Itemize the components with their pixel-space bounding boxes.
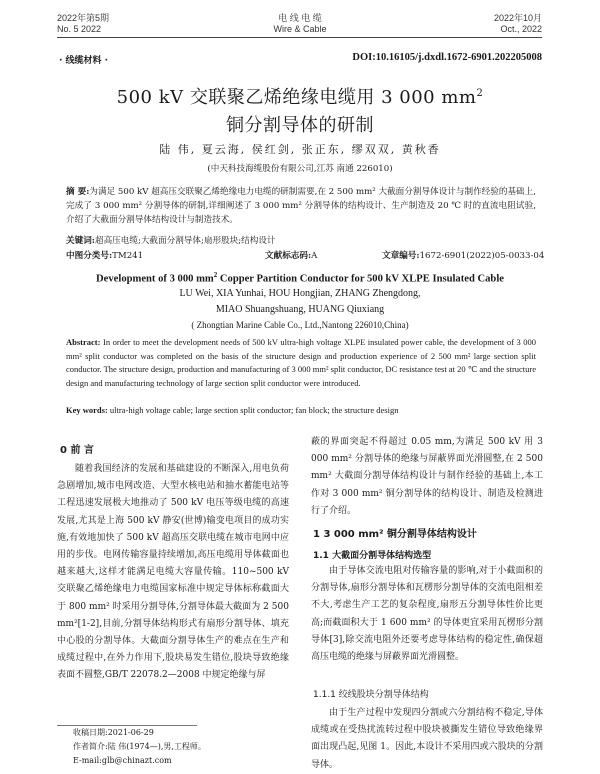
article-number: 文章编号:1672-6901(2022)05-0033-04 [382,251,545,261]
title-cn-line2: 铜分割导体的研制 [226,115,374,136]
section-0-paragraph: 随着我国经济的发展和基础建设的不断深入,用电负荷急剧增加,城市电网改造、大型水核电站和抽水蓄能电站等工程迅速发展极大地推动了 500 kV 电压等级电缆的高速发展,尤其是上海 500 kV 静安(世博)输变电项目的成功实施,有效地加快了 500 kV 超高压交联电缆在城市电网中应用的步伐。电网传输容量持续增加,高压电缆用导体截面也越来越大,这样才能满足电缆大容量传输。110~500 kV 交联聚乙烯绝缘电力电缆国家标准中规定导体标称截面大于 800 mm² 时采用分割导体,分割导体最大截面为 2 500 mm²[1-2],目前,分割导体结构形式有扇形分割导体、填充中心股的分割导体。大截面分割导体生产的难点在生产和成缆过程中,在外力作用下,股块易发生错位,股块导致绝缘表面不圆整,GB/T 22078.2—2008 中规定绝缘与屏 [57,464,289,681]
section-0-paragraph-continued: 蔽的界面突起不得超过 0.05 mm,为满足 500 kV 用 3 000 mm² 分割导体的绝缘与屏蔽界面光滑圆整,在 2 500 mm² 大截面分割导体结构设计与制作经验的基础上,本工作对 3 000 mm² 铜分割导体的结构设计、制造及检测进行了介绍。 [311,437,543,516]
section-1-heading: 1 3 000 mm² 铜分割导体结构设计 [313,529,477,540]
keywords-en [66,405,536,415]
journal-issue-cn: 2022年第5期 [57,13,110,23]
journal-name-cn: 电 线 电 缆 [278,13,322,23]
journal-date-en: Oct., 2022 [500,24,542,34]
title-en: Development of 3 000 $mm^2$ Copper Partition Conductor for 500 kV XLPE Insulated Cable [96,271,504,285]
title-cn-line1: 500 kV 交联聚乙烯绝缘电缆用 3 000 $mm^2$ [116,87,484,108]
subsection-1-1-1-paragraph: 由于生产过程中发现四分割或六分割结构不稳定,导体成缆或在受热扰流转过程中股块被撕发生错位导致绝缘界面出现凸起,见图 1。因此,本设计不采用四或六股块的分割导体。 [311,708,543,770]
clc-number: 中图分类号:TM241 [66,251,144,261]
document-code: 文献标志码:A [265,251,318,261]
subsection-1-1-heading: 1.1 大截面分割导体结构选型 [313,551,432,561]
authors-cn: 陆 伟, 夏云海, 侯红剑, 张正东, 缪双双, 黄秋香 [159,143,441,156]
header-rule [57,37,542,38]
footnote-email: E-mail:glb@chinazt.com [73,756,172,765]
authors-en-line1: LU Wei, XIA Yunhai, HOU Hongjian, ZHANG Zhengdong, [179,288,421,299]
subsection-1-1-paragraph: 由于导体交流电阻对传输容量的影响,对于小截面积的分割导体,扇形分割导体和瓦楞形分割导体的交流电阻相差不大,考虑生产工艺的复杂程度,扇形五分割导体性价比更高;而截面积大于 1 600 mm² 的导体更宜采用瓦楞形分割导体[3],除交流电阻外还要考虑导体结构的稳定性,确保超高压电缆的绝缘与屏蔽界面光滑圆整。 [311,566,543,663]
journal-date-cn: 2022年10月 [493,13,542,23]
footnote-received: 收稿日期:2021-06-29 [73,728,154,737]
abstract-cn-text: 为满足 500 kV 超高压交联聚乙烯绝缘电力电缆的研制需要,在 2 500 mm² 大截面分割导体设计与制作经验的基础上,完成了 3 000 mm² 分割导体的研制,详细阐述了 3 000 mm² 分割导体的结构设计、生产制造及 20 ℃ 时的直流电阻试验,介绍了大截面分割导体结构设计与制造技术。 [66,187,536,226]
affiliation-cn: (中天科技海缆股份有限公司,江苏 南通 226010) [207,164,393,174]
abstract-en-text: In order to meet the development needs of 500 kV ultra-high voltage XLPE insulated power cable, the development of 3 000 mm² split conductor was completed on the basis of the structure design and production experience of 2 500 mm² large section split conductor. The structure design, production and manufacturing of 3 000 mm² split conductor, DC resistance test at 20 ℃ and the structure design and manufacturing technology of large section split conductor were introduced. [66,337,537,388]
abstract-cn-label: 摘 要: [66,187,90,197]
category-label: · 线缆材料 · [59,56,109,66]
keywords-cn [66,234,536,248]
affiliation-en: ( Zhongtian Marine Cable Co., Ltd.,Nantong 226010,China) [191,320,409,330]
keywords-cn-text: 超高压电缆;大截面分割导体;扇形股块;结构设计 [94,236,276,246]
abstract-cn [66,185,536,228]
abstract-en [66,336,536,390]
authors-en-line2: MIAO Shuangshuang, HUANG Qiuxiang [215,304,385,315]
abstract-en-label: Abstract: [66,337,101,347]
keywords-cn-label: 关键词: [66,236,95,246]
doi: DOI:10.16105/j.dxdl.1672-6901.202205008 [352,52,542,63]
subsection-1-1-1-heading: 1.1.1 绞线股块分割导体结构 [313,690,429,700]
keywords-en-text: ultra-high voltage cable; large section split conductor; fan block; the structure design [109,405,399,415]
section-0-heading: 0 前 言 [60,445,94,456]
keywords-en-label: Key words: [66,405,108,415]
journal-name-en: Wire & Cable [273,24,327,34]
journal-issue-en: No. 5 2022 [57,24,102,34]
footnote-author: 作者简介:陆 伟(1974—),男,工程师。 [73,742,206,751]
